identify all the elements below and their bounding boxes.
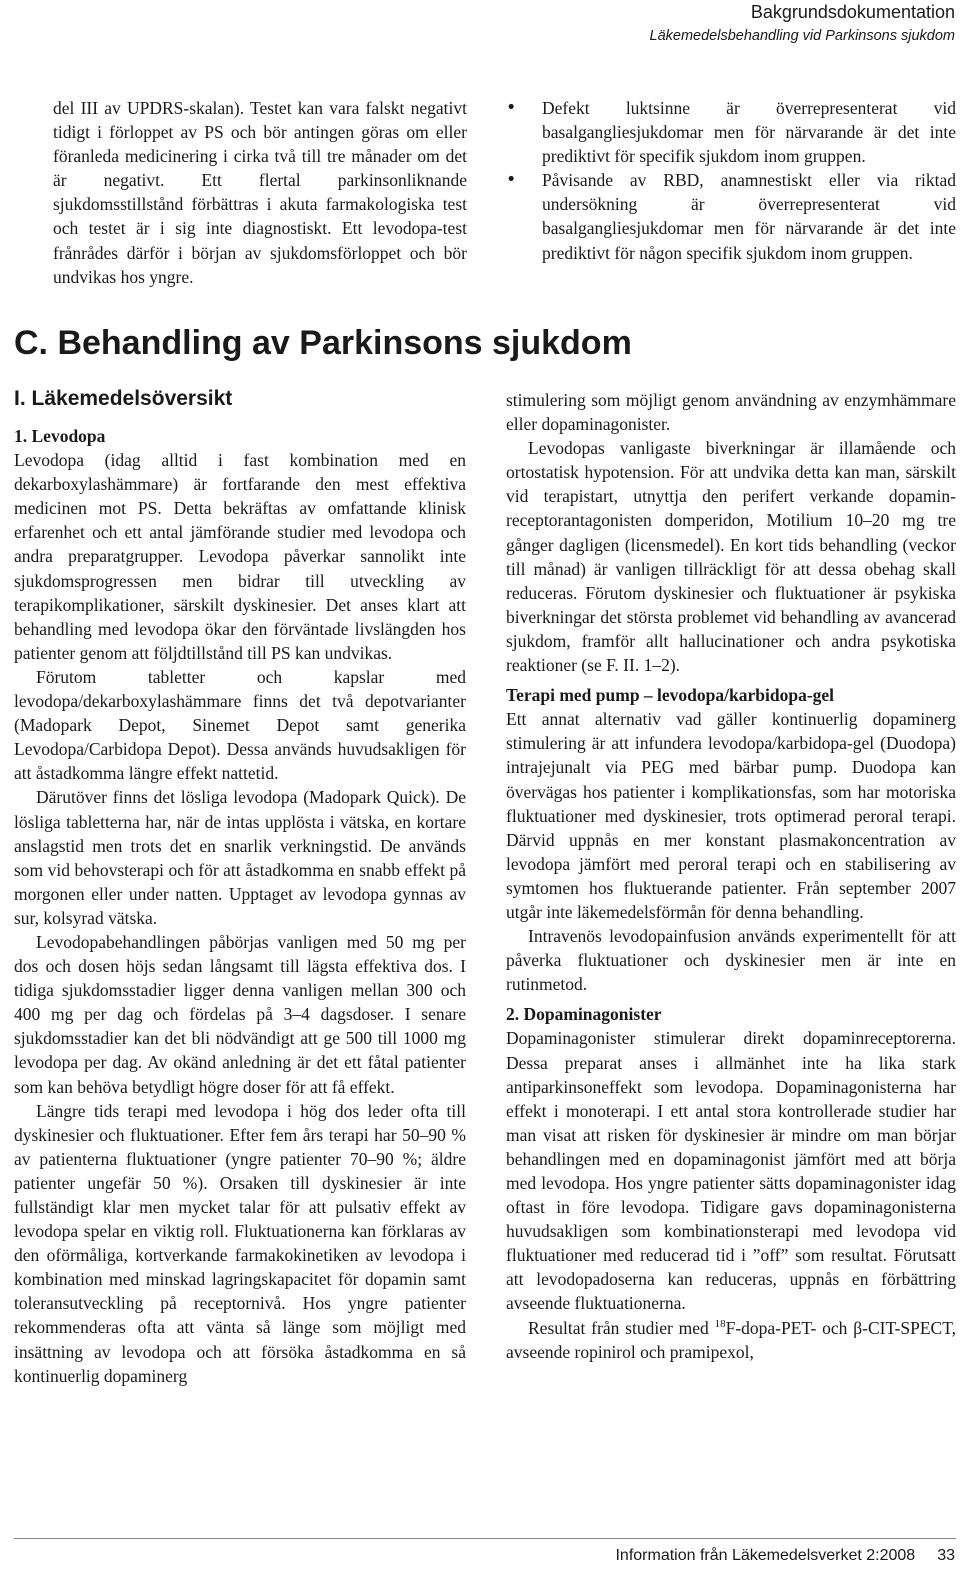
header-section: Bakgrundsdokumentation — [750, 2, 955, 22]
body-paragraph: Levodopa (idag alltid i fast kombination med en dekarboxylashämmare) är fortfarande den mest effektiva medicinen mot PS. Detta bekräftas av omfattande klinisk erfarenhet och ett antal jämförande studier med levodopa och andra preparatgrupper. Levodopa påverkar sannolikt inte sjukdomsprogressen men bidrar till utveckling av terapikomplikationer, särskilt dyskinesier. Det anses klart att behandling med levodopa ökar den förväntade livslängden hos patienter genom att följdtillstånd till PS kan undvikas. — [14, 450, 466, 663]
body-paragraph: Därutöver finns det lösliga levodopa (Madopark Quick). De lösliga tabletterna har, när de intas upplösta i vätska, en kortare anslagstid men trots det en snarlik verkningstid. De används som vid behovsterapi och för att åstadkomma en snabb effekt på morgonen eller under natten. Upptaget av levodopa gynnas av sur, kolsyrad vätska. — [14, 787, 466, 928]
section-title: C. Behandling av Parkinsons sjukdom — [14, 324, 632, 362]
body-paragraph: del III av UPDRS-skalan). Testet kan vara falskt negativt tidigt i förloppet av PS och bör antingen göras om eller föranleda medicinering i cirka två till tre månader om det är negativt. Ett flertal parkinsonliknande sjukdomsstillstånd förbättras i akuta farmakologiska test och testet är i sig inte diagnostiskt. Ett levodopa-test frånrådes därför i början av sjukdomsförloppet och bör undvikas hos yngre. — [53, 98, 467, 287]
list-item — [506, 96, 956, 168]
body-paragraph: Intravenös levodopainfusion används experimentellt för att påverka fluktuationer och dyskinesier men är inte en rutinmetod. — [506, 926, 956, 995]
heading-levodopa: 1. Levodopa — [14, 426, 106, 446]
body-paragraph: Dopaminagonister stimulerar direkt dopaminreceptorerna. Dessa preparat anses i allmänhet inte ha lika stark antiparkinsoneffekt som levodopa. Dopaminagonisterna har effekt i monoterapi. I ett antal stora kontrollerade studier har man visat att risken för dyskinesier är mindre om man börjar behandlingen med en dopaminagonist jämfört med att börja med levodopa. Hos yngre patienter sätts dopaminagonister idag oftast in före levodopa. Tidigare gavs dopaminagonisterna huvudsakligen som kombinationsterapi med levodopa vid fluktuationer med reducerad tid i ”off” som resultat. Förutsatt att levodopadoserna kan reduceras, uppnås en förbättring avseende fluktuationerna. — [506, 1028, 956, 1314]
top-right-column — [506, 96, 956, 265]
body-paragraph: Levodopas vanligaste biverkningar är illamående och ortostatisk hypotension. För att undvika detta kan man, särskilt vid terapistart, utnyttja den perifert verkande dopamin-receptorantagonisten domperidon, Motilium 10–20 mg tre gånger dagligen (licensmedel). En kort tids behandling (veckor till månad) är vanligen tillräckligt för att dessa obehag skall reduceras. Förutom dyskinesier och fluktuationer är psykiska biverkningar det största problemet vid behandling av avancerad sjukdom, framför allt hallucinationer och andra psykotiska reaktioner (se F. II. 1–2). — [506, 438, 956, 676]
top-left-column — [53, 96, 467, 289]
results-text-end: F-dopa-PET- och β-CIT-SPECT, avseende ropinirol och pramipexol, — [506, 1317, 956, 1362]
page-header — [650, 0, 955, 45]
footer-source: Information från Läkemedelsverket 2:2008 — [615, 1547, 916, 1564]
right-column — [506, 388, 956, 1364]
body-paragraph: stimulering som möjligt genom användning av enzymhämmare eller dopaminagonister. — [506, 390, 956, 435]
list-item-text: Defekt luktsinne är överrepresenterat vid basalgangliesjukdomar men för närvarande är det inte prediktivt för specifik sjukdom inom gruppen. — [542, 98, 956, 167]
body-paragraph: Ett annat alternativ vad gäller kontinuerlig dopaminerg stimulering är att infundera levodopa/karbidopa-gel (Duodopa) intrajejunalt via PEG med bärbar pump. Duodopa kan övervägas hos patienter i komplikationsfas, som har motoriska fluktuationer med dyskinesier, trots optimerad peroral terapi. Därvid uppnås en mer konstant plasmakoncentration av levodopa jämfört med peroral terapi och en stabilisering av symtomen hos fluktuerande patienter. Från september 2007 utgår inte läkemedelsförmån för denna behandling. — [506, 709, 956, 922]
bullet-list — [506, 96, 956, 265]
list-item — [506, 168, 956, 264]
list-item-text: Påvisande av RBD, anamnestiskt eller via riktad undersökning är överrepresenterat vid basalgangliesjukdomar men för närvarande är det inte prediktivt för någon specifik sjukdom inom gruppen. — [542, 170, 956, 263]
header-subtitle: Läkemedelsbehandling vid Parkinsons sjukdom — [649, 28, 955, 44]
page-footer — [615, 1546, 955, 1566]
heading-dopamine-agonists: 2. Dopaminagonister — [506, 1004, 662, 1025]
bullet-icon: • — [506, 98, 517, 118]
page-number: 33 — [937, 1547, 955, 1564]
heading-pump-therapy: Terapi med pump – levodopa/karbidopa-gel — [506, 685, 835, 706]
body-paragraph: Levodopabehandlingen påbörjas vanligen med 50 mg per dos och dosen höjs sedan långsamt till lägsta effektiva dos. I tidiga sjukdomsstadier ligger denna vanligen mellan 300 och 400 mg per dag och fördelas på 3–4 dagsdoser. I senare sjukdomsstadier kan det bli nödvändigt att ge 500 till 1000 mg levodopa per dag. Av okänd anledning är det ett fåtal patienter som kan behöva betydligt högre doser för att få effekt. — [14, 931, 466, 1097]
body-paragraph: Förutom tabletter och kapslar med levodopa/dekarboxylashämmare finns det två depotvarianter (Madopark Depot, Sinemet Depot samt generika Levodopa/Carbidopa Depot). Dessa används huvudsakligen för att åstadkomma längre effekt nattetid. — [14, 666, 466, 784]
body-paragraph: Längre tids terapi med levodopa i hög dos leder ofta till dyskinesier och fluktuationer. Efter fem års terapi har 50–90 % av patienterna fluktuationer (yngre patienter 70–90 %; äldre patienter ungefär 50 %). Orsaken till dyskinesier är inte fullständigt klar men mycket talar för att pulsativ effekt av levodopa spelar en viktig roll. Fluktuationerna kan förklaras av den oförmåliga, kortverkande farmakokinetiken av levodopa i kombination med minskad lagringskapacitet för dopamin samt toleransutveckling på receptornivå. Hos yngre patienter rekommenderas ofta att vänta så länge som möjligt med insättning av levodopa och att försöka åstadkomma en så kontinuerlig dopaminerg — [14, 1100, 466, 1386]
isotope-superscript: 18 — [714, 1317, 726, 1330]
left-column — [14, 424, 466, 1388]
results-text-start: Resultat från studier med — [528, 1317, 715, 1338]
body-paragraph-results — [506, 1316, 956, 1364]
footer-divider — [14, 1538, 956, 1539]
bullet-icon: • — [506, 170, 517, 191]
section-subtitle: I. Läkemedelsöversikt — [14, 387, 233, 410]
